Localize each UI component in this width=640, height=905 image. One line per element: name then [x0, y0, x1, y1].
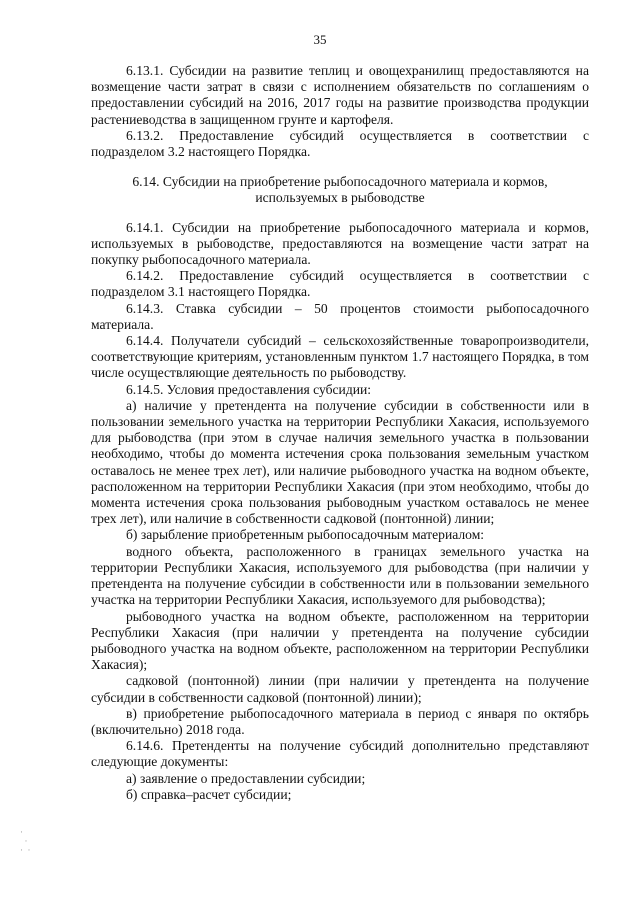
condition-a: а) наличие у претендента на получение субсидии в собственности или в пользовании земельного участка на территории Республики Хакасия, используемого для рыбоводства (при этом в случае наличия земельного участка в пользовании необходимо, чтобы до момента истечения срока пользования земельным участком оставалось не менее трех лет), или наличие рыбоводного участка на водном объекте, расположенном на территории Республики Хакасия (при этом необходимо, чтобы до момента истечения срока пользования рыбоводным участком оставалось не менее трех лет), или наличие в собственности садковой (понтонной) линии; [91, 397, 589, 527]
paragraph-6-14-2: 6.14.2. Предоставление субсидий осуществляется в соответствии с подразделом 3.1 настоящего Порядка. [91, 268, 589, 300]
section-heading-6-14: 6.14. Субсидии на приобретение рыбопосадочного материала и кормов, используемых в рыбоводстве [132, 174, 548, 206]
paragraph-6-14-3: 6.14.3. Ставка субсидии – 50 процентов стоимости рыбопосадочного материала. [91, 300, 589, 332]
paragraph-6-14-6: 6.14.6. Претенденты на получение субсидий дополнительно представляют следующие документы: [91, 738, 589, 770]
condition-b-fish-area: рыбоводного участка на водном объекте, расположенном на территории Республики Хакасия (при наличии у претендента на получение субсидии рыбоводного участка на водном объекте, расположенном на территории Республики Хакасия); [91, 608, 589, 673]
document-item-b: б) справка–расчет субсидии; [126, 786, 292, 802]
document-item-a: а) заявление о предоставлении субсидии; [126, 770, 366, 786]
document-body [91, 63, 589, 803]
paragraph-6-14-4: 6.14.4. Получатели субсидий – сельскохозяйственные товаропроизводители, соответствующие критериям, установленным пунктом 1.7 настоящего Порядка, в том числе осуществляющие деятельность по рыбоводству. [91, 333, 589, 381]
condition-b-cage-line: садковой (понтонной) линии (при наличии у претендента на получение субсидии в собственности садковой (понтонной) линии); [91, 673, 589, 705]
condition-b: б) зарыбление приобретенным рыбопосадочным материалом: [126, 527, 485, 543]
paragraph-6-13-1: 6.13.1. Субсидии на развитие теплиц и овощехранилищ предоставляются на возмещение части затрат в связи с исполнением обязательств по соглашениям о предоставлении субсидий на 2016, 2017 годы на развитие производства продукции растениеводства в защищенном грунте и картофеля. [91, 63, 589, 127]
paragraph-6-13-2: 6.13.2. Предоставление субсидий осуществляется в соответствии с подразделом 3.2 настоящего Порядка. [91, 127, 589, 160]
paragraph-6-14-1: 6.14.1. Субсидии на приобретение рыбопосадочного материала и кормов, используемых в рыбоводстве, предоставляются на возмещение части затрат на покупку рыбопосадочного материала. [91, 219, 589, 268]
condition-b-water-object: водного объекта, расположенного в границах земельного участка на территории Республики Хакасия, используемого для рыбоводства (при наличии у претендента на получение субсидии в собственности или в пользовании земельного участка на территории Республики Хакасия, используемого для рыбоводства); [91, 543, 589, 608]
page-number: 35 [313, 32, 327, 47]
scan-noise: · · · · [20, 827, 31, 855]
condition-v: в) приобретение рыбопосадочного материала в период с января по октябрь (включительно) 2018 года. [91, 705, 589, 737]
paragraph-6-14-5: 6.14.5. Условия предоставления субсидии: [126, 381, 372, 397]
